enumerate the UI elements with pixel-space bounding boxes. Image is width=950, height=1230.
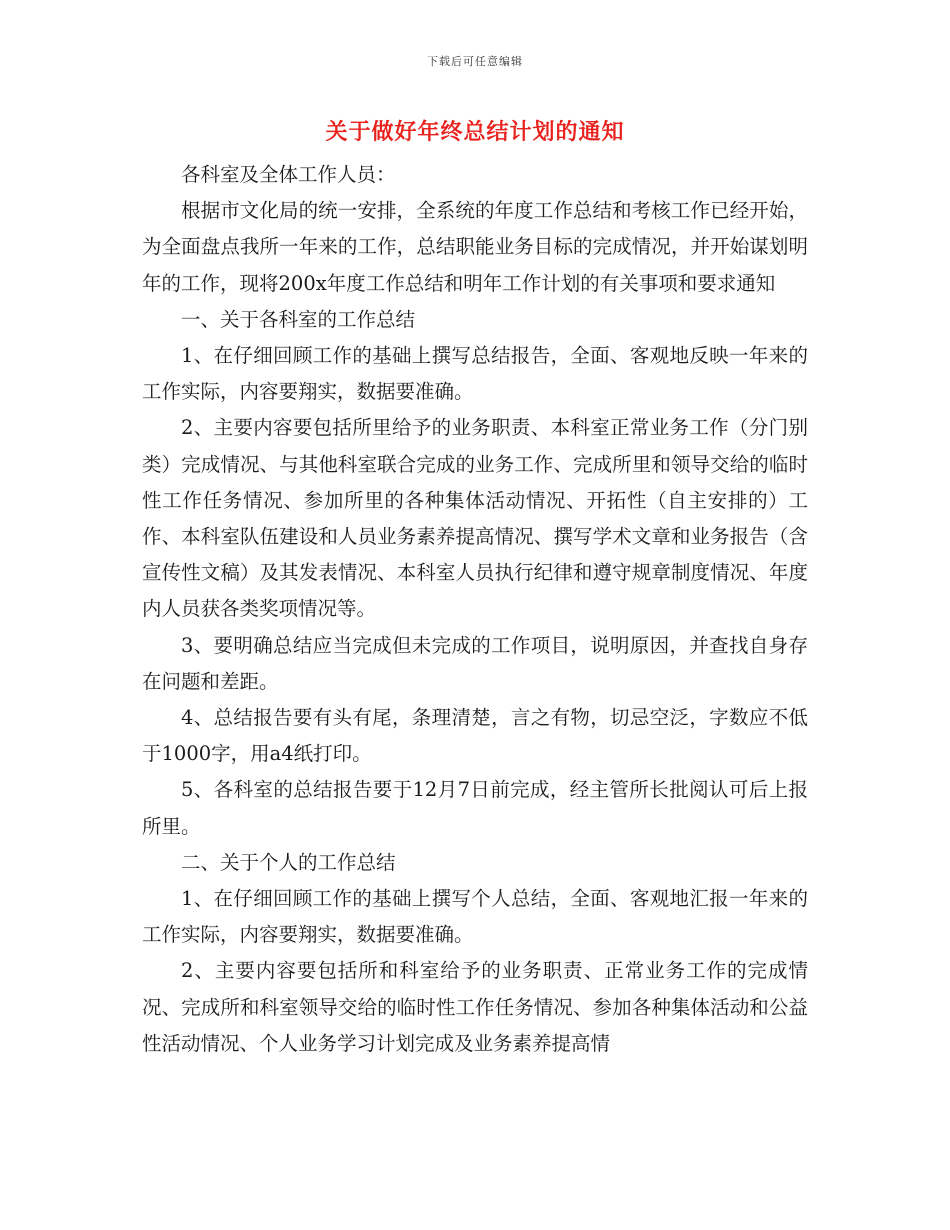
paragraph: 2、主要内容要包括所里给予的业务职责、本科室正常业务工作（分门别类）完成情况、与其他科室联合完成的业务工作、完成所里和领导交给的临时性工作任务情况、参加所里的各种集体活动情况、开拓性（自主安排的）工作、本科室队伍建设和人员业务素养提高情况、撰写学术文章和业务报告（含宣传性文稿）及其发表情况、本科室人员执行纪律和遵守规章制度情况、年度内人员获各类奖项情况等。 [142,416,808,621]
paragraph-intro: 根据市文化局的统一安排，全系统的年度工作总结和考核工作已经开始，为全面盘点我所一年来的工作，总结职能业务目标的完成情况，并开始谋划明年的工作，现将200x年度工作总结和明年工作计划的有关事项和要求通知 [142,199,808,295]
document-body [142,157,808,1062]
paragraph: 2、主要内容要包括所和科室给予的业务职责、正常业务工作的完成情况、完成所和科室领导交给的临时性工作任务情况、参加各种集体活动和公益性活动情况、个人业务学习计划完成及业务素养提高情 [142,959,808,1055]
header-note: 下载后可任意编辑 [427,55,523,68]
paragraph: 5、各科室的总结报告要于12月7日前完成，经主管所长批阅认可后上报所里。 [142,778,808,838]
paragraph: 1、在仔细回顾工作的基础上撰写个人总结，全面、客观地汇报一年来的工作实际，内容要翔实，数据要准确。 [142,887,808,947]
document-title: 关于做好年终总结计划的通知 [325,119,625,145]
paragraph: 1、在仔细回顾工作的基础上撰写总结报告，全面、客观地反映一年来的工作实际，内容要翔实，数据要准确。 [142,344,808,404]
salutation: 各科室及全体工作人员： [181,163,396,186]
section-heading: 一、关于各科室的工作总结 [181,307,416,331]
paragraph: 3、要明确总结应当完成但未完成的工作项目，说明原因，并查找自身存在问题和差距。 [142,633,808,693]
paragraph: 4、总结报告要有头有尾，条理清楚，言之有物，切忌空泛，字数应不低于1000字，用a4纸打印。 [142,706,808,766]
section-heading: 二、关于个人的工作总结 [181,850,396,874]
